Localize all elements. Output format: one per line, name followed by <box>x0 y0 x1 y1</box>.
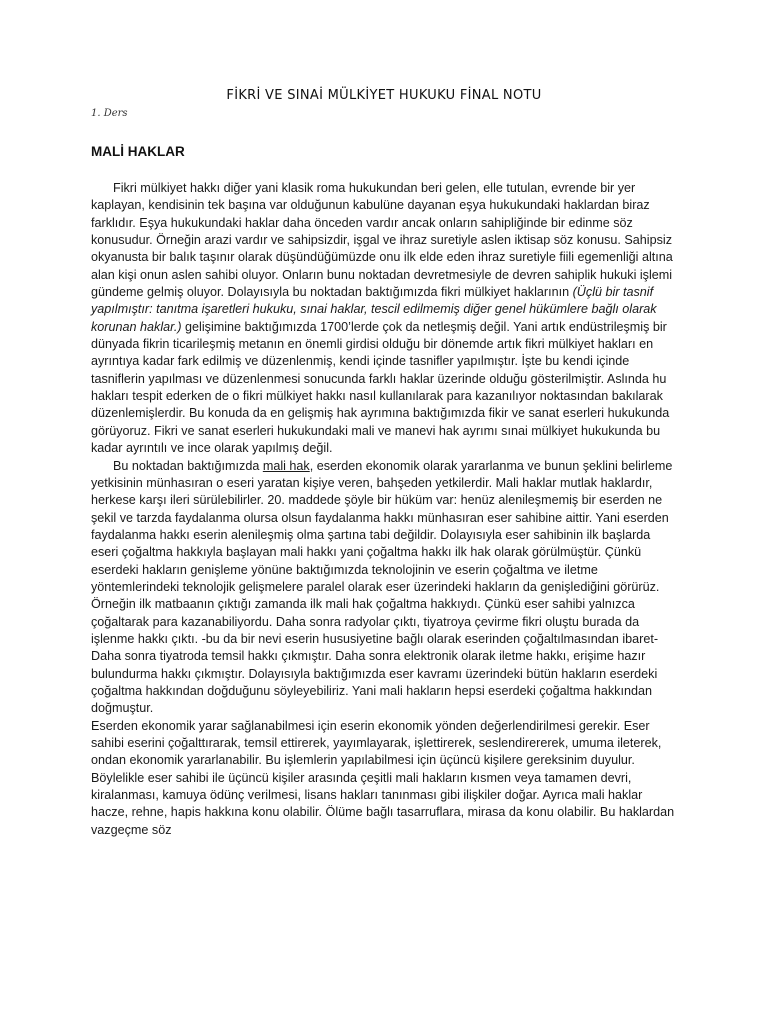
paragraph-2-text-a: Bu noktadan baktığımızda <box>113 458 263 473</box>
paragraph-1-text-a: Fikri mülkiyet hakkı diğer yani klasik roma hukukundan beri gelen, elle tutulan, evrende bir yer kaplayan, kendisinin tek başına var olduğunun kabulüne dayanan eşya hukukundaki haklardan biraz farklıdır. Eşya hukukundaki haklar daha önceden vardır ancak onların sahipliğinde bir edinme söz konusudur. Örneğin arazi vardır ve sahipsizdir, işgal ve ihraz suretiyle aslen iktisap söz konusu. Sahipsiz okyanusta bir balık taşınır olarak düşündüğümüzde onu ilk elde eden ihraz suretiyle fiili egemenliği altına alan kişi onun aslen sahibi oluyor. Onların bunu noktadan devretmesiyle de devren sahiplik hukuki işlemi gündeme gelmiş oluyor. Dolayısıyla bu noktadan baktığımızda fikri mülkiyet haklarının <box>91 181 673 300</box>
paragraph-1-text-b: gelişimine baktığımızda 1700’lerde çok da netleşmiş değil. Yani artık endüstrileşmiş bir dünyada fikrin ticarileşmiş metanın en önemli girdisi olduğu bir dönemde artık fikri mülkiyet hakları en ayrıntıya kadar fark edilmiş ve düzenlenmiş, kendi içinde tasnifler yapılmıştır. İşte bu kendi içinde tasniflerin yapılması ve düzenlenmesi sonucunda farklı haklar üzerinde olduğu gösterilmiştir. Aslında hu hakları tespit ederken de o fikri mülkiyet hakkı nasıl kullanılarak para kazanılıyor noktasından bakılarak düzenlemişlerdir. Bu konuda da en gelişmiş hak ayrımına baktığımızda fikir ve sanat eserleri hukukunda görüyoruz. Fikri ve sanat eserleri hukukundaki mali ve manevi hak ayrımı sınai mülkiyet hukukunda bu kadar ayrıntılı ve ince olarak yapılmış değil. <box>91 319 670 456</box>
mali-hak-term: mali hak <box>262 458 310 473</box>
paragraph-1 <box>91 180 681 458</box>
paragraph-3: Eserden ekonomik yarar sağlanabilmesi için eserin ekonomik yönden değerlendirilmesi gerekir. Eser sahibi eserini çoğalttırarak, temsil ettirerek, yayımlayarak, işlettirerek, seslendirererek, umuma ileterek, ondan ekonomik yararlanabilir. Bu işlemlerin yapılabilmesi için üçüncü kişilere gereksinim duyulur. Böylelikle eser sahibi ile üçüncü kişiler arasında çeşitli mali hakların kısmen veya tamamen devri, kiralanması, kamuya ödünç verilmesi, lisans hakları tanınması gibi ilişkiler doğar. Ayrıca mali haklar hacze, rehne, hapis hakkına konu olabilir. Ölüme bağlı tasarruflara, mirasa da konu olabilir. Bu haklardan vazgeçme söz <box>91 718 675 837</box>
document-body <box>91 180 681 839</box>
paragraph-2-text-b: , eserden ekonomik olarak yararlanma ve bunun şeklini belirleme yetkisinin münhasıran o eseri yaratan kişiye veren, bahşeden yetkilerdir. Mali haklar mutlak haklardır, herkese karşı ileri sürülebilirler. 20. maddede şöyle bir hüküm var: henüz alenileşmemiş bir eserden ne şekil ve tarzda faydalanma olursa olsun faydalanma hakkı münhasıran eser sahibine aittir. Yani eserden faydalanma hakkı eserin alenileşmiş olma şartına tabi değildir. Dolayısıyla eser sahibinin ilk başlarda eseri çoğaltma hakkıyla başlayan mali hakkı yani çoğaltma hakkı ilk hak olarak görülmüştür. Çünkü eserdeki hakların genişleme yönüne baktığımızda teknolojinin ve eserin çoğaltma ve iletme yöntemlerindeki teknolojik gelişmelere paralel olarak eser üzerindeki hakların da genişlediğini görürüz. Örneğin ilk matbaanın çıktığı zamanda ilk mali hak çoğaltma hakkıydı. Çünkü eser sahibi yalnızca çoğaltarak para kazanabiliyordu. Daha sonra radyolar çıktı, tiyatroya çevirme fikri oluştu burada da işlenme hakkı çıktı. -bu da bir nevi eserin hususiyetine bağlı olarak eserinden çoğaltılmasından ibaret- Daha sonra tiyatroda temsil hakkı çıkmıştır. Daha sonra elektronik olarak iletme hakkı, erişime hazır bulundurma hakkı çıkmıştır. Dolayısıyla baktığımızda eser kavramı üzerindeki bütün hakların eserdeki çoğaltma hakkından doğduğunu söyleyebiliriz. Yani mali hakların hepsi eserdeki çoğaltma hakkından doğmuştur. <box>91 458 673 716</box>
lecture-label: 1. Ders <box>91 108 128 119</box>
paragraph-1-italic-note: (Üçlü bir tasnif yapılmıştır: tanıtma işaretleri hukuku, sınai haklar, tescil edilmemiş diğer genel hükümlere bağlı olarak korunan haklar.) <box>91 285 657 334</box>
document-title: FİKRİ VE SINAİ MÜLKİYET HUKUKU FİNAL NOTU <box>226 88 542 103</box>
section-heading: MALİ HAKLAR <box>91 144 185 159</box>
paragraph-2 <box>91 458 681 718</box>
